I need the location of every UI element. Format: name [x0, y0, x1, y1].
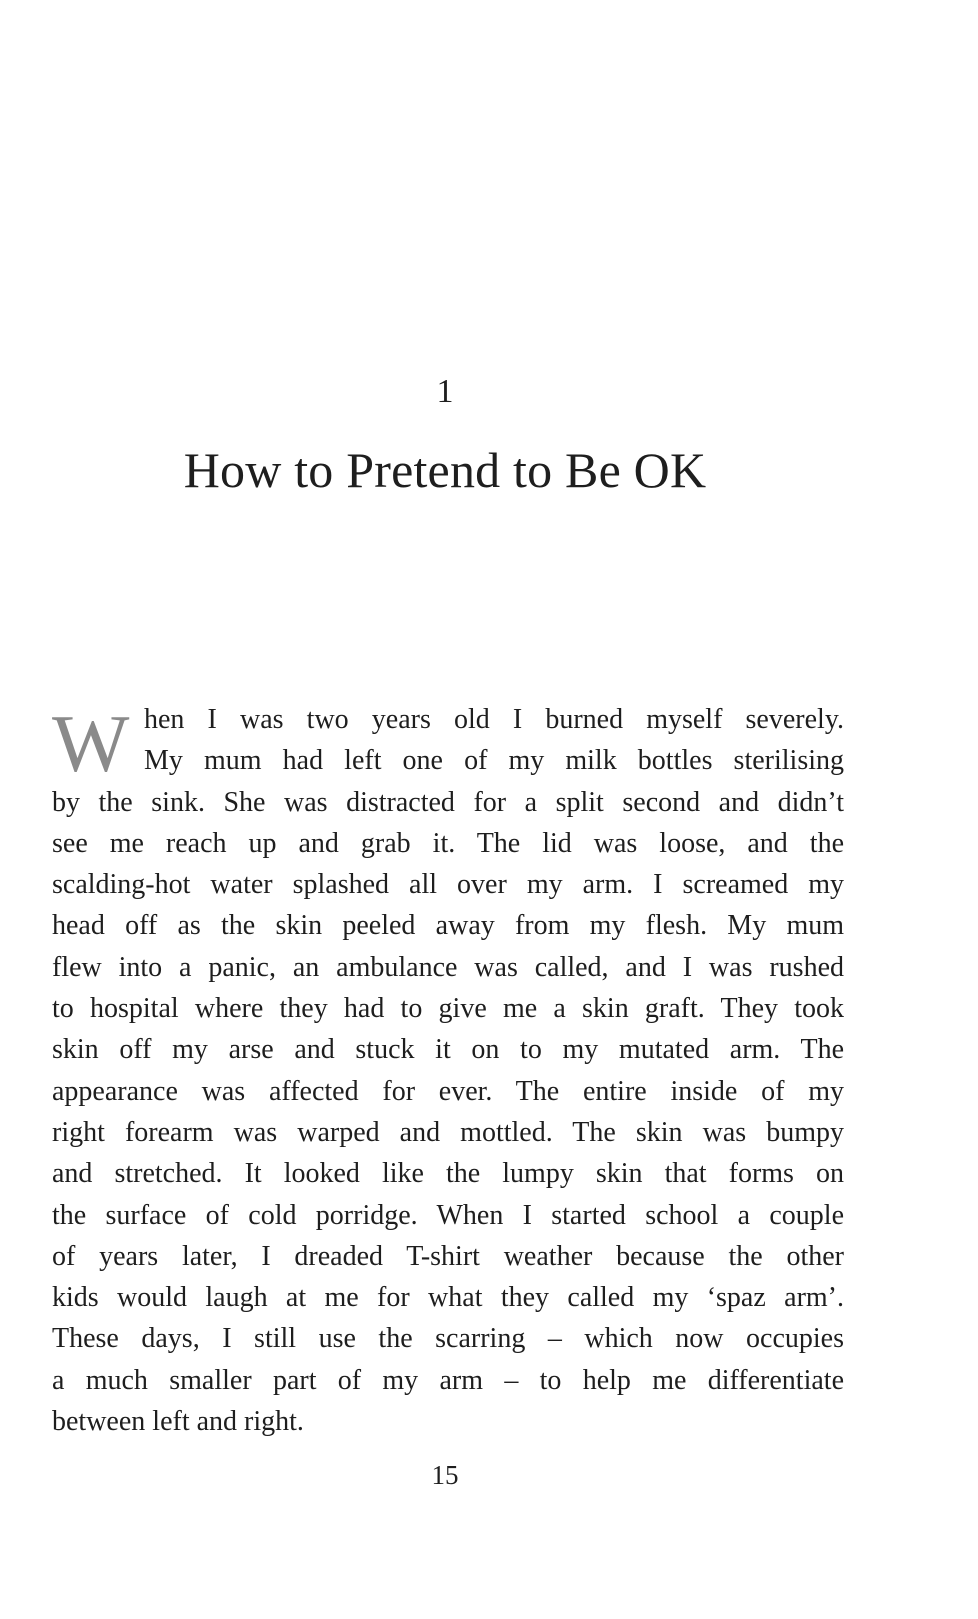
text-line: a much smaller part of my arm – to help me differentiate: [52, 1364, 844, 1396]
text-line: right forearm was warped and mottled. The skin was bumpy: [52, 1116, 844, 1148]
body-paragraph: [52, 699, 844, 1442]
text-line: and stretched. It looked like the lumpy skin that forms on: [52, 1158, 844, 1190]
text-line: by the sink. She was distracted for a split second and didn’t: [52, 786, 844, 818]
text-line: to hospital where they had to give me a skin graft. They took: [52, 993, 844, 1025]
text-line: These days, I still use the scarring – which now occupies: [52, 1323, 844, 1355]
text-line: hen I was two years old I burned myself severely.: [144, 704, 844, 735]
text-line: the surface of cold porridge. When I started school a couple: [52, 1199, 844, 1231]
text-line: My mum had left one of my milk bottles sterilising: [144, 745, 844, 777]
drop-cap: W: [52, 698, 130, 789]
text-line: head off as the skin peeled away from my flesh. My mum: [52, 910, 844, 942]
text-line: of years later, I dreaded T-shirt weather because the other: [52, 1240, 844, 1272]
text-line: between left and right.: [52, 1406, 304, 1438]
text-line: see me reach up and grab it. The lid was loose, and the: [52, 827, 844, 859]
text-line: scalding-hot water splashed all over my arm. I screamed my: [52, 869, 844, 901]
page-number: 15: [431, 1460, 459, 1490]
text-line: appearance was affected for ever. The entire inside of my: [52, 1075, 844, 1107]
text-line: skin off my arse and stuck it on to my mutated arm. The: [52, 1034, 844, 1066]
text-line: flew into a panic, an ambulance was called, and I was rushed: [52, 951, 844, 983]
text-line: kids would laugh at me for what they called my ‘spaz arm’.: [52, 1282, 844, 1314]
chapter-title: How to Pretend to Be OK: [183, 442, 707, 498]
chapter-number: 1: [436, 373, 454, 410]
